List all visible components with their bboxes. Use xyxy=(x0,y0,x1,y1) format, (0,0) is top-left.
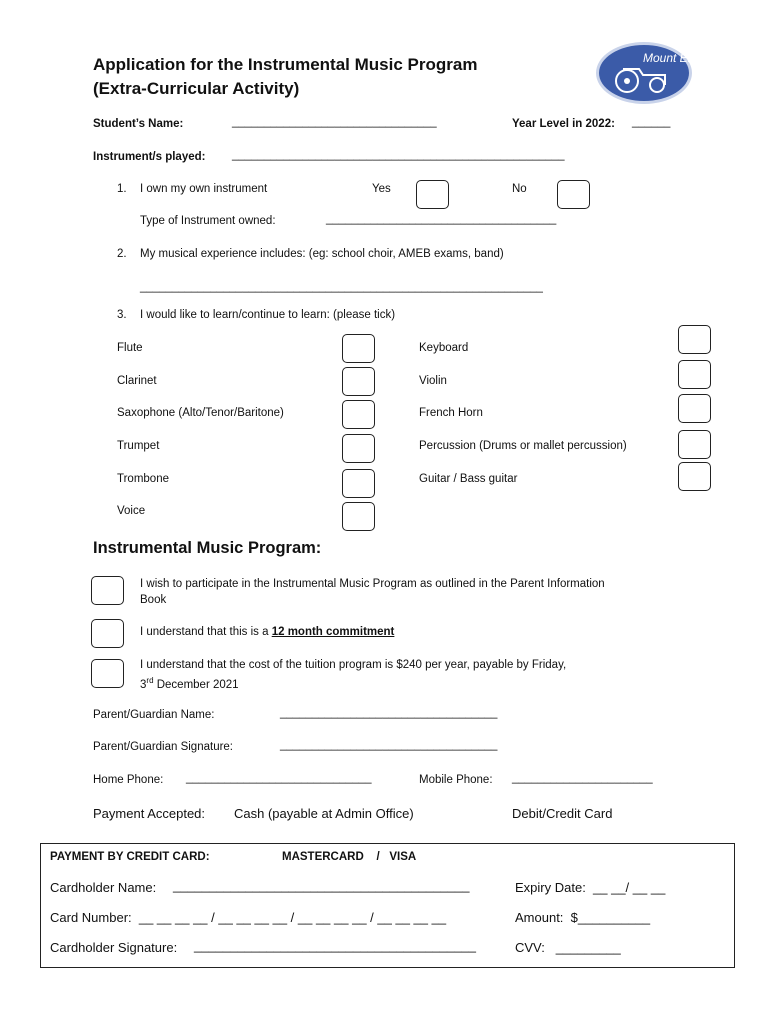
q1-text: I own my own instrument xyxy=(140,183,268,195)
q2-text: My musical experience includes: (eg: school choir, AMEB exams, band) xyxy=(140,248,504,260)
q1-number: 1. xyxy=(117,183,127,195)
instrument-percussion-label: Percussion (Drums or mallet percussion) xyxy=(419,440,627,452)
voice-checkbox[interactable] xyxy=(342,502,375,531)
cvv-field[interactable]: CVV: _________ xyxy=(515,940,621,955)
payment-card-option: Debit/Credit Card xyxy=(512,806,613,821)
commitment-checkbox[interactable] xyxy=(91,619,124,648)
trumpet-checkbox[interactable] xyxy=(342,434,375,463)
instrument-violin-label: Violin xyxy=(419,375,447,387)
percussion-checkbox[interactable] xyxy=(678,430,711,459)
instrument-trumpet-label: Trumpet xyxy=(117,440,160,452)
mobile-phone-field[interactable]: ______________________ xyxy=(512,772,653,784)
cost-date-rest: December 2021 xyxy=(153,678,239,691)
cardholder-name-label: Cardholder Name: xyxy=(50,880,157,895)
q1-yes-label: Yes xyxy=(372,183,391,195)
school-logo xyxy=(596,42,702,104)
q2-answer-field[interactable]: _______________________________________________________________ xyxy=(140,281,543,293)
accepted-cards: MASTERCARD / VISA xyxy=(282,851,417,863)
amount-field[interactable]: Amount: $__________ xyxy=(515,910,651,925)
year-level-label: Year Level in 2022: xyxy=(512,118,615,130)
logo-text: Mount Eria xyxy=(643,51,702,65)
student-name-label: Student’s Name: xyxy=(93,118,184,130)
cost-text-line2 xyxy=(140,676,239,691)
instrument-type-field[interactable]: ____________________________________ xyxy=(326,213,557,225)
cardholder-name-field[interactable]: _________________________________________ xyxy=(173,878,470,893)
instruments-played-label: Instrument/s played: xyxy=(93,151,206,163)
instrument-type-label: Type of Instrument owned: xyxy=(140,215,276,227)
french-horn-checkbox[interactable] xyxy=(678,394,711,423)
q3-text: I would like to learn/continue to learn: (please tick) xyxy=(140,309,396,321)
commitment-prefix: I understand that this is a xyxy=(140,626,272,638)
cost-text-line1: I understand that the cost of the tuition program is $240 per year, payable by Friday, xyxy=(140,659,567,671)
form-title-line2: (Extra-Curricular Activity) xyxy=(93,79,300,98)
participate-checkbox[interactable] xyxy=(91,576,124,605)
q1-yes-checkbox[interactable] xyxy=(416,180,449,209)
participate-text-line1: I wish to participate in the Instrumental Music Program as outlined in the Parent Information xyxy=(140,578,605,590)
payment-cash-option: Cash (payable at Admin Office) xyxy=(234,806,414,821)
flute-checkbox[interactable] xyxy=(342,334,375,363)
instrument-guitar-label: Guitar / Bass guitar xyxy=(419,473,518,485)
cost-day-suffix: rd xyxy=(146,676,154,685)
participate-text-line2: Book xyxy=(140,594,167,606)
instrument-saxophone-label: Saxophone (Alto/Tenor/Baritone) xyxy=(117,407,284,419)
commitment-text xyxy=(140,626,394,638)
violin-checkbox[interactable] xyxy=(678,360,711,389)
guardian-signature-field[interactable]: __________________________________ xyxy=(280,739,498,751)
q1-no-checkbox[interactable] xyxy=(557,180,590,209)
guardian-name-label: Parent/Guardian Name: xyxy=(93,709,215,721)
keyboard-checkbox[interactable] xyxy=(678,325,711,354)
guardian-name-field[interactable]: __________________________________ xyxy=(280,707,498,719)
instruments-played-field[interactable]: ____________________________________________________ xyxy=(232,149,565,161)
credit-card-heading: PAYMENT BY CREDIT CARD: xyxy=(50,851,210,863)
instrument-trombone-label: Trombone xyxy=(117,473,169,485)
home-phone-label: Home Phone: xyxy=(93,774,164,786)
guardian-signature-label: Parent/Guardian Signature: xyxy=(93,741,234,753)
cardholder-signature-field[interactable]: _______________________________________ xyxy=(194,938,476,953)
commitment-emphasis: 12 month commitment xyxy=(271,626,395,638)
instrument-flute-label: Flute xyxy=(117,342,143,354)
home-phone-field[interactable]: _____________________________ xyxy=(186,772,372,784)
instrument-voice-label: Voice xyxy=(117,505,146,517)
expiry-date-field[interactable]: Expiry Date: __ __/ __ __ xyxy=(515,880,666,895)
guitar-checkbox[interactable] xyxy=(678,462,711,491)
saxophone-checkbox[interactable] xyxy=(342,400,375,429)
form-title-line1: Application for the Instrumental Music Program xyxy=(93,55,478,74)
student-name-field[interactable]: ________________________________ xyxy=(232,116,437,128)
mobile-phone-label: Mobile Phone: xyxy=(419,774,493,786)
payment-accepted-label: Payment Accepted: xyxy=(93,806,206,821)
cardholder-signature-label: Cardholder Signature: xyxy=(50,940,178,955)
cost-checkbox[interactable] xyxy=(91,659,124,688)
cost-day: 3 xyxy=(140,678,147,691)
q2-number: 2. xyxy=(117,248,127,260)
q3-number: 3. xyxy=(117,309,127,321)
clarinet-checkbox[interactable] xyxy=(342,367,375,396)
trombone-checkbox[interactable] xyxy=(342,469,375,498)
instrument-french-horn-label: French Horn xyxy=(419,407,483,419)
year-level-field[interactable]: ______ xyxy=(632,116,671,128)
instrument-keyboard-label: Keyboard xyxy=(419,342,469,354)
instrument-clarinet-label: Clarinet xyxy=(117,375,157,387)
card-number-field[interactable]: Card Number: __ __ __ __ / __ __ __ __ / __ __ __ __ / __ __ __ __ xyxy=(50,910,447,925)
program-heading: Instrumental Music Program: xyxy=(93,539,322,557)
q1-no-label: No xyxy=(512,183,527,195)
